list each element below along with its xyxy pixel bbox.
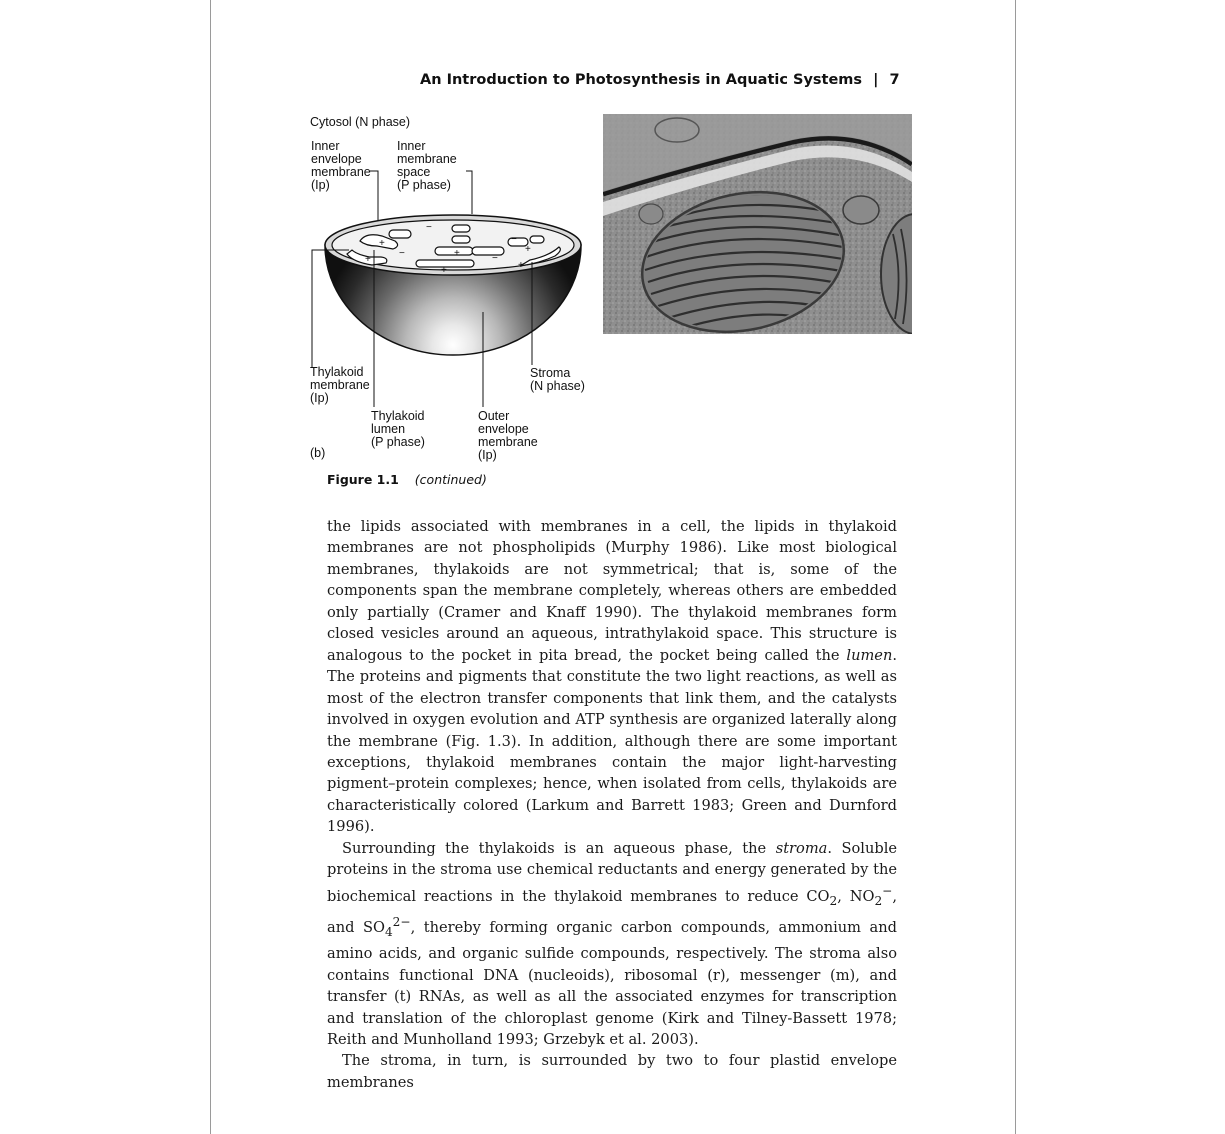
label-cytosol: Cytosol (N phase) — [310, 115, 411, 129]
running-title: An Introduction to Photosynthesis in Aquatic Systems — [420, 72, 863, 88]
svg-text:+: + — [441, 265, 447, 276]
chloroplast-diagram — [300, 110, 600, 465]
body-text — [327, 516, 897, 1093]
paragraph-1: the lipids associated with membranes in a cell, the lipids in thylakoid membranes are not phospholipids (Murphy 1986). Like most biological membranes, thylakoids are not symmetrical; that is, some of the components span the membrane completely, whereas others are embedded only partially (Cramer and Knaff 1990). The thylakoid membranes form closed vesicles around an aqueous, intrathylakoid space. This structure is analogous to the pocket in pita bread, the pocket being called the lumen. The proteins and pigments that constitute the two light reactions, as well as most of the electron transfer components that link them, and the catalysts involved in oxygen evolution and ATP synthesis are organized laterally along the membrane (Fig. 1.3). In addition, although there are some important exceptions, thylakoid membranes contain the major light-harvesting pigment–protein complexes; hence, when isolated from cells, thylakoids are characteristically colored (Larkum and Barrett 1983; Green and Durnford 1996). — [327, 518, 897, 836]
label-inner-envelope: Inner envelope membrane (Ip) — [311, 139, 371, 192]
running-head — [420, 72, 900, 88]
svg-text:+: + — [518, 260, 524, 271]
figure-caption — [327, 472, 487, 487]
running-separator: | — [873, 72, 879, 88]
page-number: 7 — [889, 72, 900, 88]
label-outer-envelope: Outer envelope membrane (Ip) — [478, 409, 538, 462]
paragraph-2: Surrounding the thylakoids is an aqueous phase, the stroma. Soluble proteins in the stroma use chemical reductants and energy generated by the biochemical reactions in the thylakoid membranes to reduce $CO_2$, $NO_2^-$, and $SO_4^{2-}$, thereby forming organic carbon compounds, ammonium and amino acids, and organic sulfide compounds, respectively. The stroma also contains functional DNA (nucleoids), ribosomal (r), messenger (m), and transfer (t) RNAs, as well as all the associated enzymes for transcription and translation of the chloroplast genome (Kirk and Tilney-Bassett 1978; Reith and Munholland 1993; Grzebyk et al. 2003). — [327, 839, 897, 1048]
electron-micrograph-image — [603, 114, 912, 334]
page-edge-left — [210, 0, 211, 1134]
svg-text:+: + — [525, 244, 531, 255]
leader-inner-membrane-space — [466, 171, 472, 214]
svg-text:−: − — [426, 222, 432, 233]
svg-text:−: − — [492, 253, 498, 264]
label-thylakoid-membrane: Thylakoid membrane (Ip) — [310, 365, 370, 405]
svg-text:−: − — [399, 248, 405, 259]
page-edge-right — [1015, 0, 1016, 1134]
svg-text:−: − — [511, 234, 517, 245]
figure-caption-note: (continued) — [414, 472, 487, 487]
label-thylakoid-lumen: Thylakoid lumen (P phase) — [371, 409, 425, 449]
panel-letter: (b) — [310, 446, 326, 460]
leader-inner-envelope — [370, 171, 378, 228]
svg-text:+: + — [365, 254, 371, 265]
figure-label: Figure 1.1 — [327, 472, 399, 487]
label-stroma: Stroma (N phase) — [530, 366, 585, 393]
label-inner-membrane-space: Inner membrane space (P phase) — [397, 139, 457, 192]
paragraph-3: The stroma, in turn, is surrounded by two to four plastid envelope membranes — [327, 1052, 897, 1091]
svg-text:+: + — [454, 248, 460, 259]
svg-text:+: + — [379, 238, 385, 249]
